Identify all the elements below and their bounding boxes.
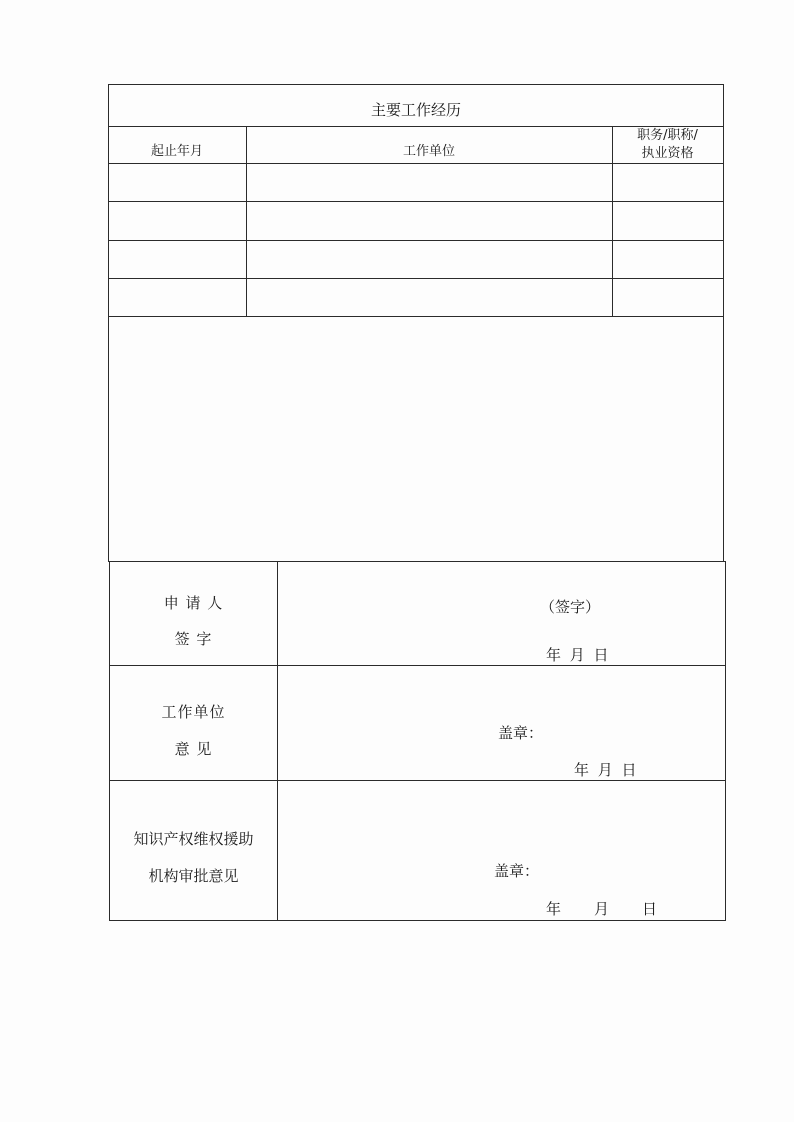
agency-approval-label-line1: 知识产权维权援助 (133, 830, 254, 848)
work-history-title: 主要工作经历 (370, 101, 461, 119)
agency-date-day: 日 (642, 900, 658, 918)
table-border-top (108, 84, 724, 85)
employer-cell[interactable] (247, 279, 612, 316)
position-cell[interactable] (613, 164, 723, 201)
table-row (108, 164, 724, 201)
employer-seal-label: 盖章： (498, 724, 544, 742)
position-cell[interactable] (613, 202, 723, 240)
employer-opinion-area[interactable] (278, 666, 725, 780)
employer-opinion-label-line1: 工作单位 (161, 703, 226, 721)
employer-cell[interactable] (247, 202, 612, 240)
employer-date-line: 年 月 日 (574, 761, 637, 779)
lower-border-bottom (109, 920, 726, 921)
employer-opinion-label-line2: 意 见 (174, 740, 213, 758)
applicant-label-line2: 签 字 (174, 630, 213, 648)
employer-cell[interactable] (247, 164, 612, 201)
header-employer: 工作单位 (402, 144, 455, 159)
agency-seal-label: 盖章： (494, 862, 540, 880)
period-cell[interactable] (108, 202, 246, 240)
period-cell[interactable] (108, 164, 246, 201)
agency-approval-area[interactable] (278, 781, 725, 920)
applicant-signature-area[interactable] (278, 562, 725, 665)
agency-approval-label-line2: 机构审批意见 (148, 867, 239, 885)
employer-cell[interactable] (247, 241, 612, 278)
agency-date-month: 月 (594, 900, 610, 918)
header-position-line2: 执业资格 (641, 146, 694, 161)
position-cell[interactable] (613, 279, 723, 316)
applicant-label-line1: 申 请 人 (163, 594, 224, 612)
period-cell[interactable] (108, 279, 246, 316)
header-period: 起止年月 (150, 144, 203, 159)
applicant-date-line: 年 月 日 (546, 646, 609, 664)
period-cell[interactable] (108, 241, 246, 278)
table-border-right (723, 84, 724, 562)
position-cell[interactable] (613, 241, 723, 278)
header-position-line1: 职务/职称/ (637, 128, 698, 143)
agency-date-year: 年 (546, 900, 562, 918)
additional-notes-area[interactable] (109, 317, 723, 561)
signature-note: （签字） (540, 598, 601, 616)
table-row (108, 279, 724, 316)
table-row (108, 241, 724, 278)
table-row (108, 202, 724, 240)
lower-border-right (725, 561, 726, 921)
